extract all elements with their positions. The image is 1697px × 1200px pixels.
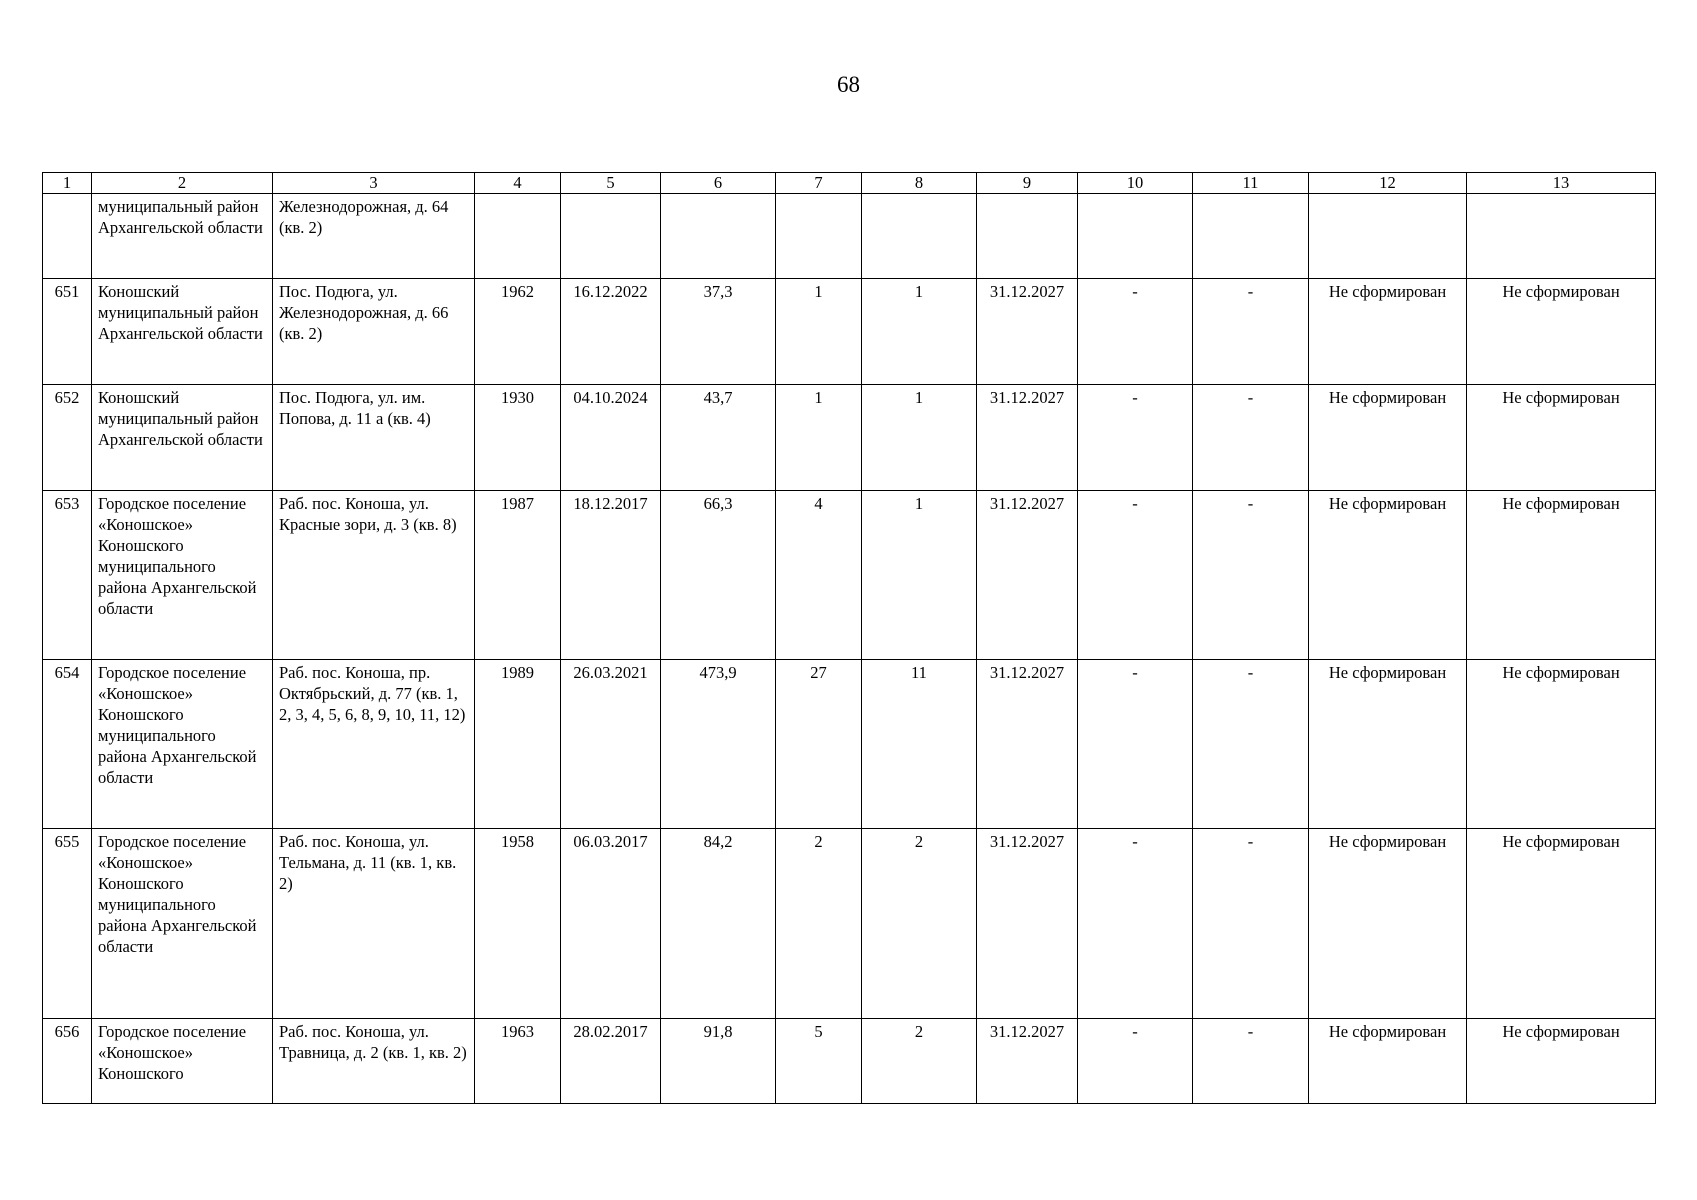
empty-cell xyxy=(1309,194,1467,279)
row-number-cell: 652 xyxy=(43,385,92,491)
row-number-cell: 655 xyxy=(43,829,92,1019)
area-cell: 66,3 xyxy=(661,491,776,660)
address-cell: Пос. Подюга, ул. им. Попова, д. 11 а (кв. 4) xyxy=(273,385,475,491)
table-row xyxy=(43,279,1656,385)
column-8-cell: 2 xyxy=(862,829,977,1019)
deadline-cell: 31.12.2027 xyxy=(977,385,1078,491)
area-cell: 473,9 xyxy=(661,660,776,829)
empty-cell xyxy=(1078,194,1193,279)
column-11-cell: - xyxy=(1193,385,1309,491)
column-10-cell: - xyxy=(1078,491,1193,660)
column-13-cell: Не сформирован xyxy=(1467,1019,1656,1104)
empty-cell xyxy=(561,194,661,279)
year-cell: 1958 xyxy=(475,829,561,1019)
column-12-cell: Не сформирован xyxy=(1309,1019,1467,1104)
column-11-cell: - xyxy=(1193,660,1309,829)
column-13-cell: Не сформирован xyxy=(1467,279,1656,385)
column-10-cell: - xyxy=(1078,829,1193,1019)
continued-row xyxy=(43,194,1656,279)
date-cell: 16.12.2022 xyxy=(561,279,661,385)
year-cell: 1963 xyxy=(475,1019,561,1104)
row-number-cell: 654 xyxy=(43,660,92,829)
column-12-cell: Не сформирован xyxy=(1309,385,1467,491)
column-7-cell: 1 xyxy=(776,279,862,385)
column-11-cell: - xyxy=(1193,491,1309,660)
column-number: 12 xyxy=(1309,173,1467,194)
date-cell: 28.02.2017 xyxy=(561,1019,661,1104)
column-number: 4 xyxy=(475,173,561,194)
column-number: 3 xyxy=(273,173,475,194)
column-number: 11 xyxy=(1193,173,1309,194)
municipality-cell: Городское поселение «Коношское» Коношского xyxy=(92,1019,273,1104)
deadline-cell: 31.12.2027 xyxy=(977,829,1078,1019)
table-row xyxy=(43,385,1656,491)
column-number: 7 xyxy=(776,173,862,194)
column-number: 1 xyxy=(43,173,92,194)
deadline-cell: 31.12.2027 xyxy=(977,660,1078,829)
municipality-cell: Городское поселение «Коношское» Коношского муниципального района Архангельской области xyxy=(92,491,273,660)
address-cell: Раб. пос. Коноша, пр. Октябрьский, д. 77 (кв. 1, 2, 3, 4, 5, 6, 8, 9, 10, 11, 12) xyxy=(273,660,475,829)
area-cell: 91,8 xyxy=(661,1019,776,1104)
column-8-cell: 1 xyxy=(862,279,977,385)
year-cell: 1962 xyxy=(475,279,561,385)
column-number: 6 xyxy=(661,173,776,194)
column-13-cell: Не сформирован xyxy=(1467,491,1656,660)
empty-cell xyxy=(475,194,561,279)
row-number-cell xyxy=(43,194,92,279)
area-cell: 43,7 xyxy=(661,385,776,491)
municipality-cell: Коношский муниципальный район Архангельской области xyxy=(92,385,273,491)
column-10-cell: - xyxy=(1078,660,1193,829)
column-7-cell: 2 xyxy=(776,829,862,1019)
empty-cell xyxy=(1193,194,1309,279)
area-cell: 84,2 xyxy=(661,829,776,1019)
column-number-row xyxy=(43,173,1656,194)
column-10-cell: - xyxy=(1078,1019,1193,1104)
column-number: 10 xyxy=(1078,173,1193,194)
date-cell: 06.03.2017 xyxy=(561,829,661,1019)
column-8-cell: 1 xyxy=(862,385,977,491)
year-cell: 1930 xyxy=(475,385,561,491)
column-13-cell: Не сформирован xyxy=(1467,660,1656,829)
table-row xyxy=(43,829,1656,1019)
address-cell: Раб. пос. Коноша, ул. Тельмана, д. 11 (кв. 1, кв. 2) xyxy=(273,829,475,1019)
column-10-cell: - xyxy=(1078,279,1193,385)
empty-cell xyxy=(862,194,977,279)
table-body xyxy=(43,173,1656,1104)
table-row xyxy=(43,1019,1656,1104)
table-row xyxy=(43,660,1656,829)
column-11-cell: - xyxy=(1193,829,1309,1019)
column-12-cell: Не сформирован xyxy=(1309,829,1467,1019)
empty-cell xyxy=(977,194,1078,279)
year-cell: 1989 xyxy=(475,660,561,829)
date-cell: 26.03.2021 xyxy=(561,660,661,829)
column-7-cell: 4 xyxy=(776,491,862,660)
address-cell: Раб. пос. Коноша, ул. Красные зори, д. 3 (кв. 8) xyxy=(273,491,475,660)
column-number: 13 xyxy=(1467,173,1656,194)
housing-registry-table xyxy=(42,172,1656,1104)
deadline-cell: 31.12.2027 xyxy=(977,491,1078,660)
column-7-cell: 27 xyxy=(776,660,862,829)
area-cell: 37,3 xyxy=(661,279,776,385)
page-number: 68 xyxy=(837,72,860,97)
column-13-cell: Не сформирован xyxy=(1467,829,1656,1019)
column-7-cell: 5 xyxy=(776,1019,862,1104)
column-8-cell: 1 xyxy=(862,491,977,660)
empty-cell xyxy=(661,194,776,279)
column-12-cell: Не сформирован xyxy=(1309,660,1467,829)
municipality-cell: Городское поселение «Коношское» Коношского муниципального района Архангельской области xyxy=(92,660,273,829)
address-cell: Железнодорожная, д. 64 (кв. 2) xyxy=(273,194,475,279)
column-13-cell: Не сформирован xyxy=(1467,385,1656,491)
column-number: 2 xyxy=(92,173,273,194)
empty-cell xyxy=(776,194,862,279)
column-8-cell: 11 xyxy=(862,660,977,829)
column-11-cell: - xyxy=(1193,1019,1309,1104)
table-row xyxy=(43,491,1656,660)
row-number-cell: 656 xyxy=(43,1019,92,1104)
column-number: 5 xyxy=(561,173,661,194)
column-number: 9 xyxy=(977,173,1078,194)
address-cell: Раб. пос. Коноша, ул. Травница, д. 2 (кв. 1, кв. 2) xyxy=(273,1019,475,1104)
column-7-cell: 1 xyxy=(776,385,862,491)
deadline-cell: 31.12.2027 xyxy=(977,1019,1078,1104)
column-10-cell: - xyxy=(1078,385,1193,491)
column-8-cell: 2 xyxy=(862,1019,977,1104)
column-11-cell: - xyxy=(1193,279,1309,385)
municipality-cell: муниципальный район Архангельской области xyxy=(92,194,273,279)
municipality-cell: Городское поселение «Коношское» Коношского муниципального района Архангельской области xyxy=(92,829,273,1019)
empty-cell xyxy=(1467,194,1656,279)
date-cell: 04.10.2024 xyxy=(561,385,661,491)
year-cell: 1987 xyxy=(475,491,561,660)
address-cell: Пос. Подюга, ул. Железнодорожная, д. 66 (кв. 2) xyxy=(273,279,475,385)
date-cell: 18.12.2017 xyxy=(561,491,661,660)
row-number-cell: 651 xyxy=(43,279,92,385)
column-number: 8 xyxy=(862,173,977,194)
row-number-cell: 653 xyxy=(43,491,92,660)
column-12-cell: Не сформирован xyxy=(1309,279,1467,385)
deadline-cell: 31.12.2027 xyxy=(977,279,1078,385)
municipality-cell: Коношский муниципальный район Архангельской области xyxy=(92,279,273,385)
column-12-cell: Не сформирован xyxy=(1309,491,1467,660)
